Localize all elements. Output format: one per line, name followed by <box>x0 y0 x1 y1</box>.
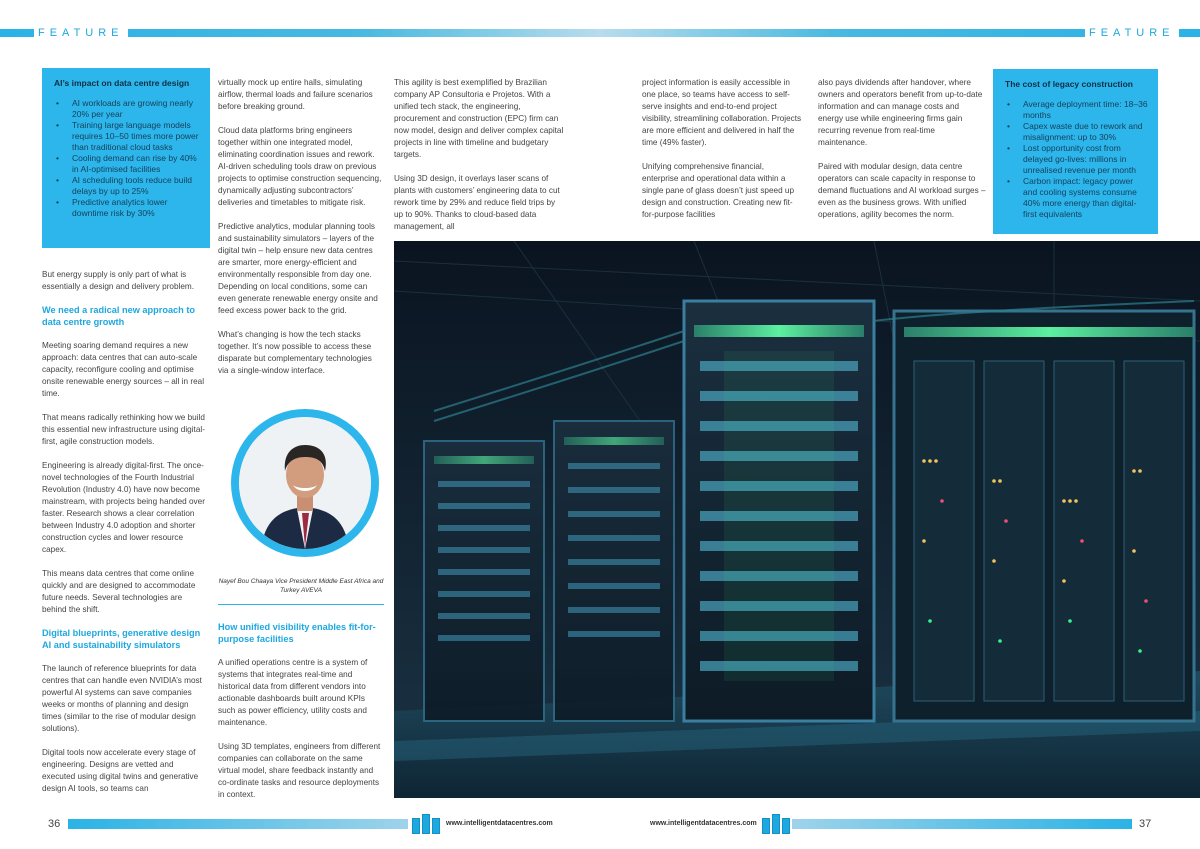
server-logo-icon <box>762 814 790 834</box>
list-item: • Capex waste due to rework and misalignment: up to 30% <box>1005 121 1148 143</box>
portrait-photo <box>239 417 371 549</box>
list-item: • Average deployment time: 18–36 months <box>1005 99 1148 121</box>
page-number-right: 37 <box>1139 818 1152 830</box>
text-column-5 <box>818 77 986 233</box>
page-number-left: 36 <box>48 818 61 830</box>
paragraph: project information is easily accessible in one place, so teams have access to self-serve insights and end-to-end project visibility, streamlining collaboration. Projects are more efficient and delivered in half the time (49% faster). <box>642 78 802 147</box>
paragraph: Engineering is already digital-first. The once-novel technologies of the Fourth Industrial Revolution (Industry 4.0) have now become mainstream, with projects being handed over faster. Research shows a clear correlation between Industry 4.0 adoption and shorter construction cycles and lower resource capex. <box>42 461 205 554</box>
portrait-frame <box>231 409 379 557</box>
sidebar-legacy-cost <box>993 69 1158 234</box>
paragraph: The launch of reference blueprints for data centres that can handle even NVIDIA’s most powerful AI systems can save companies weeks or months of planning and design times (similar to the rise of modular design solutions). <box>42 664 202 733</box>
paragraph: Digital tools now accelerate every stage of engineering. Designs are vetted and executed using digital twins and generative design AI tools, so teams can <box>42 748 199 793</box>
paragraph: Cloud data platforms bring engineers together within one integrated model, eliminating coordination issues and rework. AI-driven scheduling tools draw on previous projects to optimise construction sequencing, dynamically adjusting subcontractors’ deliveries and timetables to mitigate risk. <box>218 126 382 207</box>
footer-url-left[interactable]: www.intelligentdatacentres.com <box>446 820 553 827</box>
text-column-2-bottom <box>218 620 384 813</box>
paragraph: Unifying comprehensive financial, enterprise and operational data within a single pane of glass doesn’t just speed up design and construction. Creating new fit-for-purpose facilities <box>642 162 795 219</box>
server-logo-icon <box>412 814 440 834</box>
paragraph: But energy supply is only part of what is essentially a design and delivery problem. <box>42 270 195 291</box>
section-label-right: FEATURE <box>1085 27 1179 39</box>
list-item: • Training large language models requires 10–50 times more power than traditional cloud tasks <box>54 120 200 153</box>
portrait-caption: Nayef Bou Chaaya Vice President Middle East Africa and Turkey AVEVA <box>218 578 384 594</box>
paragraph: also pays dividends after handover, where owners and operators benefit from up-to-date information and can manage costs and energy use while engineering firms gain recurring revenue from real-time maintenance. <box>818 78 983 147</box>
footer-bar-left <box>68 819 408 829</box>
subheading: Digital blueprints, generative design AI and sustainability simulators <box>42 628 201 650</box>
server-racks-illustration <box>394 241 1200 798</box>
caption-divider <box>218 604 384 605</box>
paragraph: This means data centres that come online quickly and are designed to accommodate future needs. Several technologies are behind the shift. <box>42 569 196 614</box>
footer-url-right[interactable]: www.intelligentdatacentres.com <box>650 820 757 827</box>
paragraph: Meeting soaring demand requires a new approach: data centres that can auto-scale capacity, reconfigure cooling and optimise onsite renewable energy sources – all in real time. <box>42 341 205 398</box>
paragraph: Predictive analytics, modular planning tools and sustainability simulators – layers of the digital twin – help ensure new data centres are smarter, more energy-efficient and environmentally responsible from day one. Depending on local conditions, some can even generate renewable energy onsite and feed excess power back to the grid. <box>218 222 378 315</box>
paragraph: A unified operations centre is a system of systems that integrates real-time and historical data from different vendors into actionable dashboards built around KPIs such as power efficiency, utility costs and maintenance. <box>218 658 368 727</box>
sidebar-title: The cost of legacy construction <box>1005 79 1133 89</box>
text-column-4 <box>642 77 802 233</box>
text-column-3 <box>394 77 564 245</box>
footer-bar-right <box>792 819 1132 829</box>
subheading: How unified visibility enables fit-for-purpose facilities <box>218 622 376 644</box>
text-column-2 <box>218 77 384 389</box>
paragraph: Using 3D design, it overlays laser scans of plants with customers’ engineering data to cut rework time by 29% and reduce field trips by up to 90%. Thanks to cloud-based data management, all <box>394 174 560 231</box>
subheading: We need a radical new approach to data centre growth <box>42 305 195 327</box>
paragraph: What’s changing is how the tech stacks together. It’s now possible to access these disparate but complementary technologies via a single-window interface. <box>218 330 372 375</box>
list-item: • Predictive analytics lower downtime risk by 30% <box>54 197 200 219</box>
list-item: • Lost opportunity cost from delayed go-lives: millions in unrealised revenue per month <box>1005 143 1148 176</box>
sidebar-list <box>54 98 200 219</box>
text-column-1 <box>42 269 208 807</box>
list-item: • Cooling demand can rise by 40% in AI-optimised facilities <box>54 153 200 175</box>
sidebar-title: AI’s impact on data centre design <box>54 78 190 88</box>
sidebar-ai-impact <box>42 68 210 248</box>
paragraph: virtually mock up entire halls, simulating airflow, thermal loads and failure scenarios before breaking ground. <box>218 78 373 111</box>
paragraph: This agility is best exemplified by Brazilian company AP Consultoria e Projetos. With a unified tech stack, the engineering, procurement and construction (EPC) firm can now model, design and deliver complex capital projects in line with timeline and budgetary targets. <box>394 78 564 159</box>
list-item: • AI scheduling tools reduce build delays by up to 25% <box>54 175 200 197</box>
sidebar-list <box>1005 99 1148 220</box>
paragraph: That means radically rethinking how we build this essential new infrastructure using digital-first, agile construction models. <box>42 413 205 446</box>
person-illustration <box>239 417 371 549</box>
paragraph: Using 3D templates, engineers from different companies can collaborate on the same virtual model, share feedback instantly and co-ordinate tasks and resource deployments in context. <box>218 742 381 799</box>
list-item: • Carbon impact: legacy power and cooling systems consume 40% more energy than digital-first equivalents <box>1005 176 1148 220</box>
section-label-left: FEATURE <box>34 27 128 39</box>
server-room-image <box>394 241 1200 798</box>
list-item: • AI workloads are growing nearly 20% per year <box>54 98 200 120</box>
paragraph: Paired with modular design, data centre operators can scale capacity in response to demand fluctuations and AI workload surges – even as the business grows. With unified operations, agility becomes the norm. <box>818 162 986 219</box>
